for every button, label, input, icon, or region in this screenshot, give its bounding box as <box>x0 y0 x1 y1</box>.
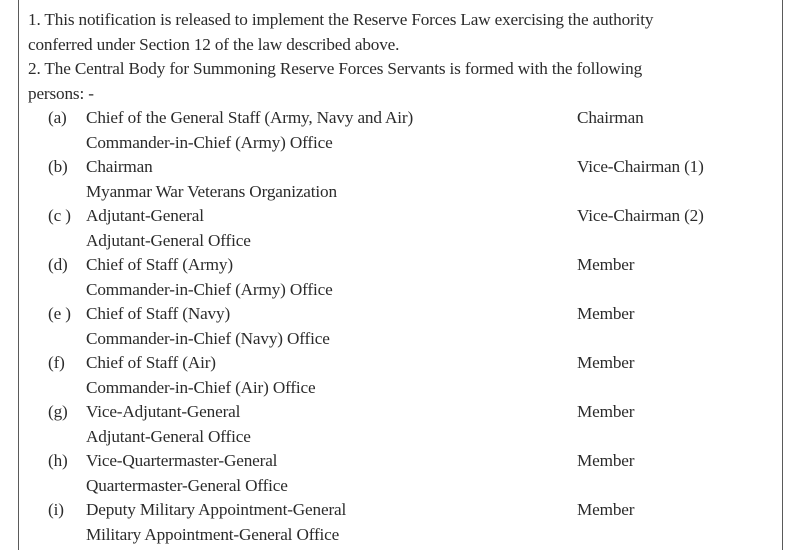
item-title: Chief of Staff (Navy) <box>86 304 231 323</box>
paragraph-2-line-1: 2. The Central Body for Summoning Reserve Forces Servants is formed with the following <box>28 59 643 78</box>
item-office: Adjutant-General Office <box>86 230 251 250</box>
list-item <box>28 155 776 204</box>
item-label: (a) <box>48 108 67 127</box>
list-item <box>28 498 776 547</box>
item-role: Vice-Chairman (1) <box>577 157 704 176</box>
item-label: (f) <box>48 353 65 372</box>
item-office: Military Appointment-General Office <box>86 524 340 544</box>
item-label: (b) <box>48 157 68 176</box>
item-label: (g) <box>48 402 68 421</box>
list-item <box>28 302 776 351</box>
item-office: Commander-in-Chief (Army) Office <box>86 132 333 152</box>
item-role: Vice-Chairman (2) <box>577 206 704 225</box>
paragraph-1 <box>28 8 776 57</box>
item-title: Chief of the General Staff (Army, Navy and Air) <box>86 108 414 127</box>
item-label: (i) <box>48 500 64 519</box>
item-office: Adjutant-General Office <box>86 426 251 446</box>
item-label: (e ) <box>48 304 71 323</box>
item-role: Member <box>577 402 635 421</box>
item-title: Chief of Staff (Air) <box>86 353 216 372</box>
paragraph-2 <box>28 57 776 106</box>
list-item <box>28 106 776 155</box>
item-role: Member <box>577 451 635 470</box>
item-label: (c ) <box>48 206 71 225</box>
item-title: Chief of Staff (Army) <box>86 255 233 274</box>
item-role: Member <box>577 500 635 519</box>
list-item <box>28 204 776 253</box>
item-title: Adjutant-General <box>86 206 204 225</box>
item-role: Member <box>577 304 635 323</box>
list-item <box>28 253 776 302</box>
paragraph-1-line-2: conferred under Section 12 of the law described above. <box>28 34 400 54</box>
item-role: Member <box>577 353 635 372</box>
item-role: Member <box>577 255 635 274</box>
list-item <box>28 449 776 498</box>
item-label: (h) <box>48 451 68 470</box>
item-office: Commander-in-Chief (Navy) Office <box>86 328 330 348</box>
paragraph-2-line-2: persons: - <box>28 83 94 103</box>
item-office: Commander-in-Chief (Army) Office <box>86 279 333 299</box>
item-office: Quartermaster-General Office <box>86 475 288 495</box>
item-label: (d) <box>48 255 68 274</box>
item-office: Myanmar War Veterans Organization <box>86 181 337 201</box>
member-list <box>28 106 776 547</box>
item-title: Deputy Military Appointment-General <box>86 500 347 519</box>
item-title: Chairman <box>86 157 153 176</box>
list-item <box>28 400 776 449</box>
list-item <box>28 351 776 400</box>
item-title: Vice-Adjutant-General <box>86 402 241 421</box>
item-office: Commander-in-Chief (Air) Office <box>86 377 316 397</box>
item-role: Chairman <box>577 108 644 127</box>
paragraph-1-line-1: 1. This notification is released to implement the Reserve Forces Law exercising the authority <box>28 10 654 29</box>
item-title: Vice-Quartermaster-General <box>86 451 278 470</box>
notification-body <box>28 8 776 547</box>
